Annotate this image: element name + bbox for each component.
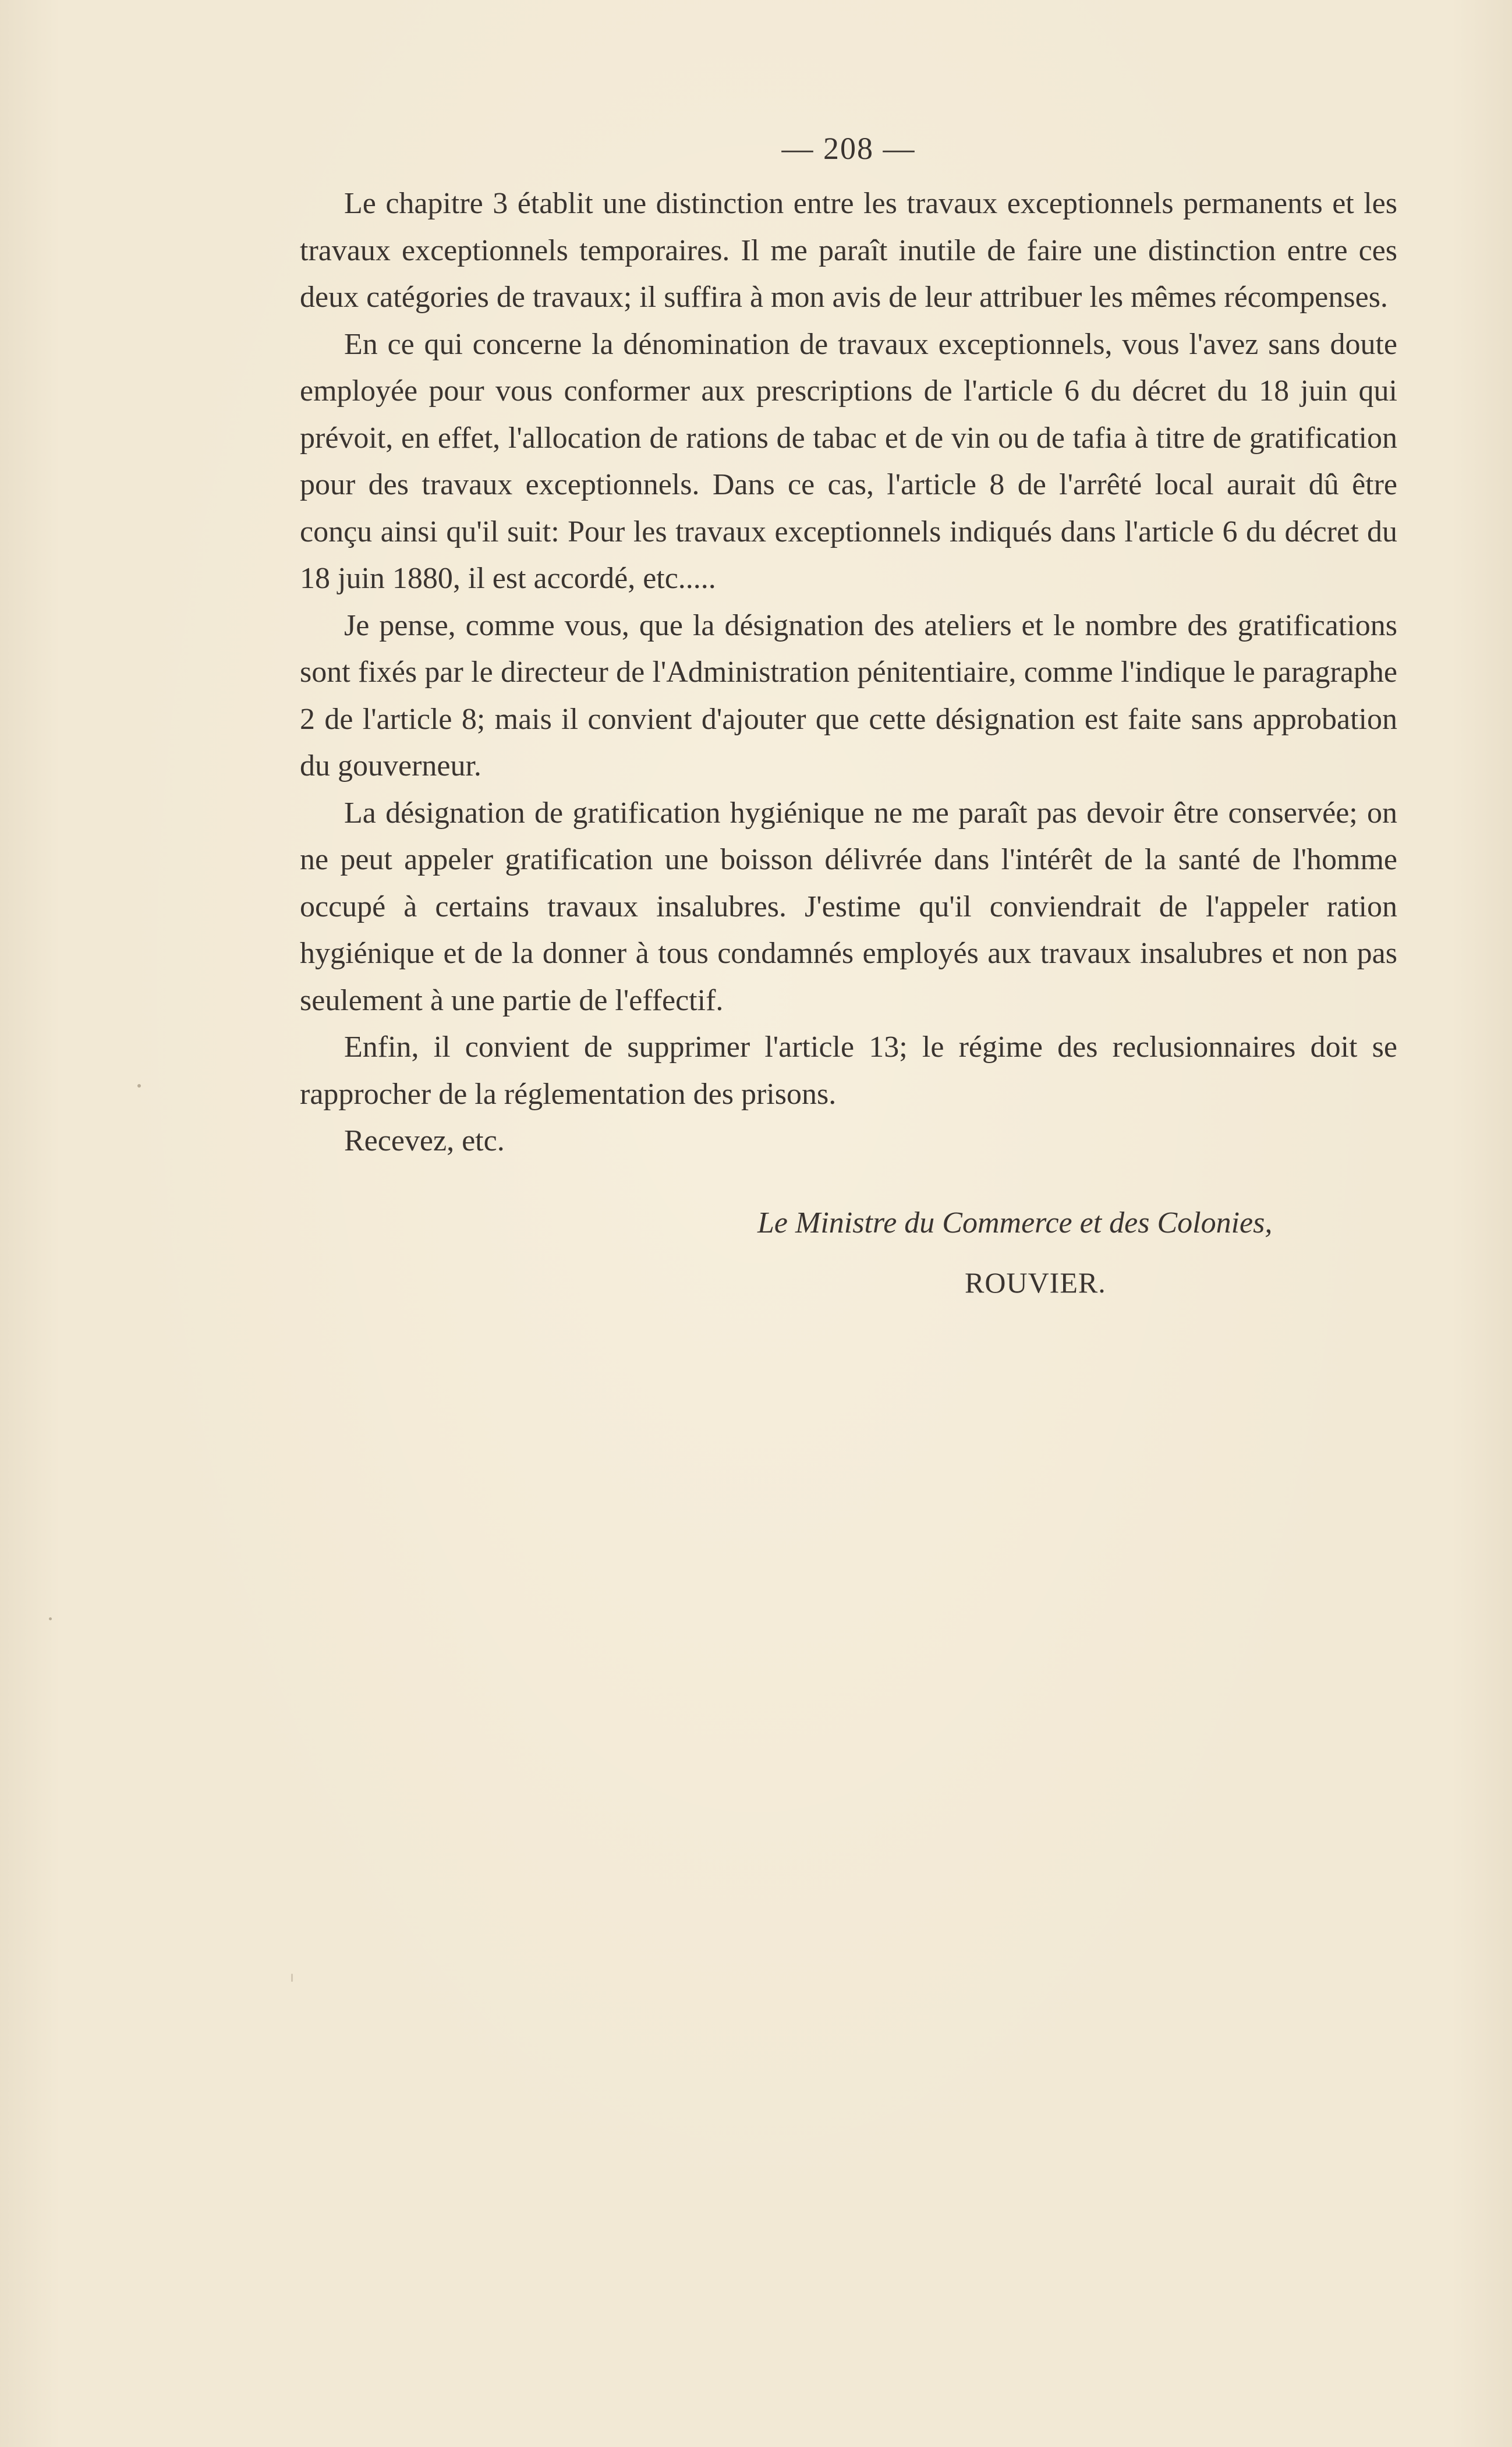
signature-title: Le Ministre du Commerce et des Colonies, bbox=[757, 1206, 1273, 1240]
paragraph-gratification-hygienique: La désignation de gratification hygiénique ne me paraît pas devoir être conservée; on ne peut appeler gratification une boisson délivrée dans l'intérêt de la santé de l'homme occupé à certains travaux insalubres. J'estime qu'il conviendrait de l'appeler ration hygiénique et de la donner à tous condamnés employés aux travaux insalubres et non pas seulement à une partie de l'effectif. bbox=[300, 796, 1397, 1017]
paragraph-travaux-exceptionnels: En ce qui concerne la dénomination de travaux exceptionnels, vous l'avez sans doute employée pour vous conformer aux prescriptions de l'article 6 du décret du 18 juin qui prévoit, en effet, l'allocation de rations de tabac et de vin ou de tafia à titre de gratification pour des travaux exceptionnels. Dans ce cas, l'article 8 de l'arrêté local aurait dû être conçu ainsi qu'il suit: Pour les travaux exceptionnels indiqués dans l'article 6 du décret du 18 juin 1880, il est accordé, etc..... bbox=[300, 327, 1397, 595]
closing-formula: Recevez, etc. bbox=[344, 1124, 505, 1157]
paper-speck bbox=[291, 1974, 293, 1982]
paper-speck bbox=[137, 1084, 141, 1088]
paragraph-chapitre-3: Le chapitre 3 établit une distinction entre les travaux exceptionnels permanents et les travaux exceptionnels temporaires. Il me paraît inutile de faire une distinction entre ces deux catégories de travaux; il suffira à mon avis de leur attribuer les mêmes récompenses. bbox=[300, 187, 1397, 314]
letter-body bbox=[300, 125, 1397, 1306]
paragraph-article-13: Enfin, il convient de supprimer l'article 13; le régime des reclusionnaires doit se rapprocher de la réglementation des prisons. bbox=[300, 1030, 1397, 1111]
signature-name: ROUVIER. bbox=[965, 1266, 1106, 1299]
paper-speck bbox=[49, 1617, 52, 1620]
page-number: — 208 — bbox=[781, 131, 916, 166]
paragraph-designation-ateliers: Je pense, comme vous, que la désignation des ateliers et le nombre des gratifications sont fixés par le directeur de l'Administration pénitentiaire, comme l'indique le paragraphe 2 de l'article 8; mais il convient d'ajouter que cette désignation est faite sans approbation du gouverneur. bbox=[300, 608, 1397, 782]
